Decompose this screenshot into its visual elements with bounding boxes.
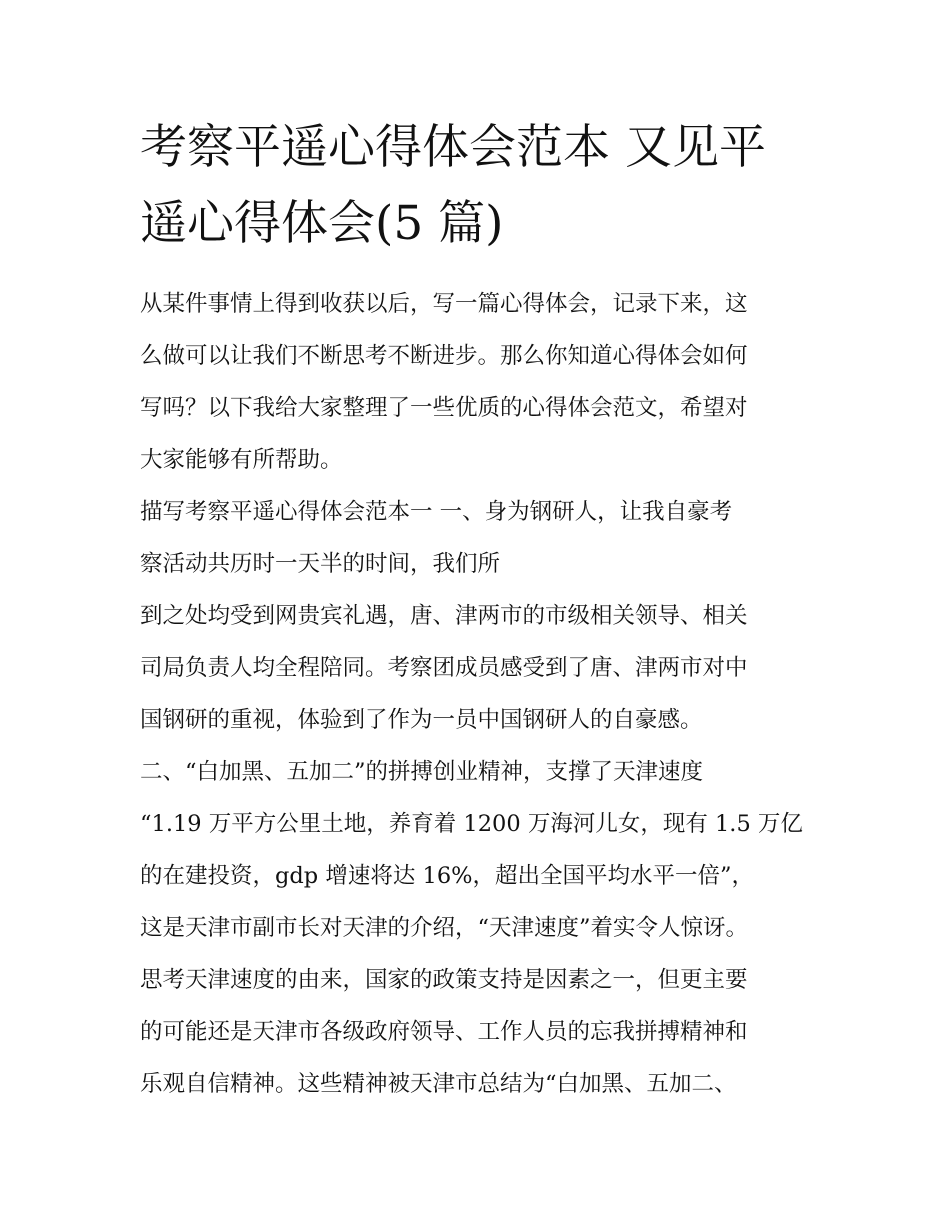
body-line: 描写考察平遥心得体会范本一 一、身为钢研人，让我自豪考	[140, 499, 733, 525]
body-line: 的可能还是天津市各级政府领导、工作人员的忘我拼搏精神和	[140, 1019, 748, 1045]
body-line: 写吗？以下我给大家整理了一些优质的心得体会范文，希望对	[140, 395, 748, 421]
body-line: 二、“白加黑、五加二”的拼搏创业精神，支撑了天津速度	[140, 759, 704, 785]
body-line: 乐观自信精神。这些精神被天津市总结为“白加黑、五加二、	[140, 1071, 737, 1097]
document-title	[140, 110, 830, 262]
body-line: 大家能够有所帮助。	[140, 447, 343, 473]
body-line: “1.19 万平方公里土地，养育着 1200 万海河儿女，现有 1.5 万亿	[140, 811, 803, 837]
title-line: 考察平遥心得体会范本 又见平	[140, 120, 766, 175]
title-line: 遥心得体会(5 篇)	[140, 196, 504, 251]
body-line: 从某件事情上得到收获以后，写一篇心得体会，记录下来，这	[140, 291, 748, 317]
body-line: 的在建投资，gdp 增速将达 16%，超出全国平均水平一倍”，	[140, 863, 755, 889]
body-line: 察活动共历时一天半的时间，我们所	[140, 551, 501, 577]
body-line: 思考天津速度的由来，国家的政策支持是因素之一，但更主要	[140, 967, 748, 993]
body-line: 国钢研的重视，体验到了作为一员中国钢研人的自豪感。	[140, 707, 703, 733]
body-line: 么做可以让我们不断思考不断进步。那么你知道心得体会如何	[140, 343, 748, 369]
body-line: 这是天津市副市长对天津的介绍，“天津速度”着实令人惊讶。	[140, 915, 749, 941]
document-body	[140, 278, 820, 1110]
body-line: 司局负责人均全程陪同。考察团成员感受到了唐、津两市对中	[140, 655, 748, 681]
body-line: 到之处均受到网贵宾礼遇，唐、津两市的市级相关领导、相关	[140, 603, 748, 629]
